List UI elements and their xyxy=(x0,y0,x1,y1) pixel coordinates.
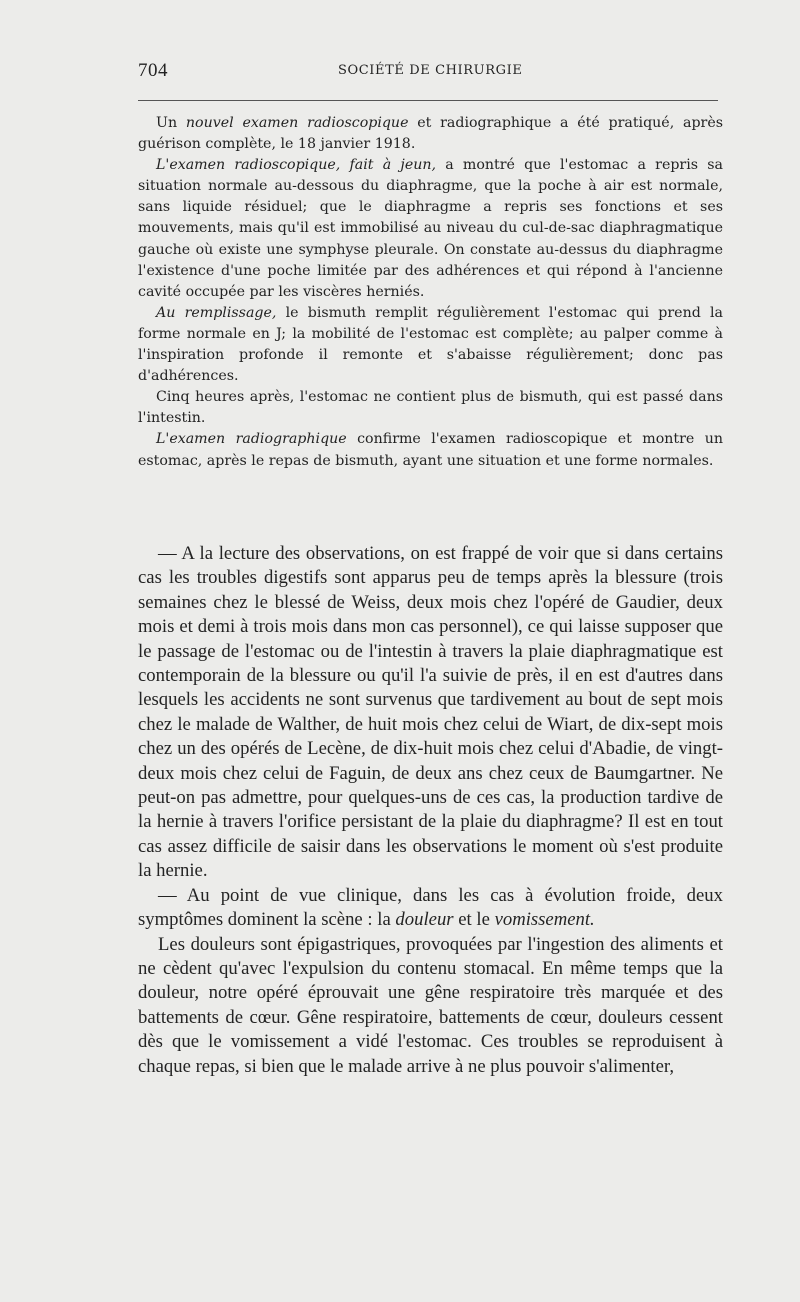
text-span: et radiographique a été pratiqué, après guérison complète, le 18 janvier 1918. xyxy=(138,115,723,153)
observation-paragraph-2 xyxy=(138,155,723,303)
italic-span: vomissement. xyxy=(494,909,595,931)
text-span: le bismuth remplit régulièrement l'estomac qui prend la forme normale en J; la mobilité de l'estomac est complète; au palper comme à l'inspiration profonde il remonte et s'abaisse régulièrement; donc pas d'adhérences. xyxy=(138,304,723,385)
observation-block xyxy=(138,113,723,472)
page-number: 704 xyxy=(138,60,168,81)
running-title: SOCIÉTÉ DE CHIRURGIE xyxy=(338,63,523,78)
observation-paragraph-3 xyxy=(138,303,723,387)
text-span: Un xyxy=(156,115,186,131)
italic-span: douleur xyxy=(395,909,454,931)
discussion-paragraph-3: Les douleurs sont épigastriques, provoquées par l'ingestion des aliments et ne cèdent qu'avec l'expulsion du contenu stomacal. En même temps que la douleur, notre opéré éprouvait une gêne respiratoire très marquée et des battements de cœur. Gêne respiratoire, battements de cœur, douleurs cessent dès que le vomissement a vidé l'estomac. Ces troubles se reproduisent à chaque repas, si bien que le malade arrive à ne plus pouvoir s'alimenter, xyxy=(138,933,723,1077)
italic-span: L'examen radiographique xyxy=(156,431,347,448)
italic-span: L'examen radioscopique, fait à jeun, xyxy=(156,157,436,174)
discussion-paragraph-1: — A la lecture des observations, on est frappé de voir que si dans certains cas les troubles digestifs sont apparus peu de temps après la blessure (trois semaines chez le blessé de Weiss, deux mois chez l'opéré de Gaudier, deux mois et demi à trois mois dans mon cas personnel), ce qui laisse supposer que le passage de l'estomac ou de l'intestin à travers la plaie diaphragmatique est contemporain de la blessure ou qu'il l'a suivie de près, il en est d'autres dans lesquels les accidents ne sont survenus que tardivement au bout de sept mois chez le malade de Walther, de huit mois chez celui de Wiart, de dix-sept mois chez un des opérés de Lecène, de dix-huit mois chez celui d'Abadie, de vingt-deux mois chez celui de Faguin, de deux ans chez ceux de Baumgartner. Ne peut-on pas admettre, pour quelques-uns de ces cas, la production tardive de la hernie à travers l'orifice persistant de la plaie du diaphragme? Il est en tout cas assez difficile de saisir dans les observations le moment où s'est produite la hernie. xyxy=(138,543,723,882)
text-span: — Au point de vue clinique, dans les cas à évolution froide, deux symptômes dominent la scène : la xyxy=(138,884,723,931)
header-rule xyxy=(138,100,718,101)
italic-span: nouvel examen radioscopique xyxy=(185,115,409,131)
text-span: a montré que l'estomac a repris sa situation normale au-dessous du diaphragme, que la poche à air est normale, sans liquide résiduel; que le diaphragme a repris ses fonctions et ses mouvements, mais qu'il est immobilisé au niveau du cul-de-sac diaphragmatique gauche où existe une symphyse pleurale. On constate au-dessus du diaphragme l'existence d'une poche limitée par des adhérences et qui répond à l'ancienne cavité occupée par les viscères herniés. xyxy=(138,157,723,300)
observation-paragraph-4: Cinq heures après, l'estomac ne contient plus de bismuth, qui est passé dans l'intestin. xyxy=(138,389,723,427)
observation-paragraph-5 xyxy=(138,429,723,471)
observation-paragraph-1 xyxy=(138,113,723,155)
running-header xyxy=(138,60,718,86)
italic-span: Au remplissage, xyxy=(156,304,277,321)
discussion-block xyxy=(138,542,723,1079)
discussion-paragraph-2 xyxy=(138,884,723,933)
text-span: et le xyxy=(453,909,495,931)
text-span: confirme l'examen radioscopique et montre un estomac, après le repas de bismuth, ayant une situation et une forme normales. xyxy=(138,431,723,469)
